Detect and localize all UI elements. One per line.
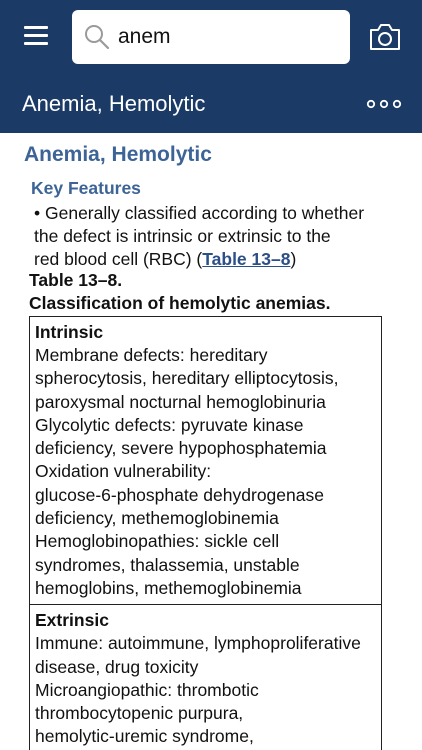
- table-section-intrinsic: [30, 317, 381, 605]
- table-line: glucose-6-phosphate dehydrogenase: [35, 484, 324, 505]
- camera-icon[interactable]: [368, 22, 402, 52]
- table-line: Hemoglobinopathies: sickle cell: [35, 531, 280, 552]
- table-line: syndromes, thalassemia, unstable: [35, 554, 300, 575]
- menu-button[interactable]: [20, 22, 52, 50]
- hamburger-icon: [24, 26, 48, 29]
- table-13-8-link[interactable]: Table 13–8: [202, 249, 291, 269]
- table-section-heading: Extrinsic: [35, 610, 109, 631]
- article-content[interactable]: [0, 133, 422, 750]
- table-line: Oxidation vulnerability:: [35, 461, 212, 482]
- table-line: thrombocytopenic purpura,: [35, 703, 244, 724]
- top-navbar: [0, 0, 422, 133]
- search-box[interactable]: [72, 10, 350, 64]
- table-line: deficiency, methemoglobinemia: [35, 508, 279, 529]
- key-feature-bullet: [34, 202, 414, 271]
- bullet-line: the defect is intrinsic or extrinsic to the: [34, 226, 331, 246]
- section-heading-key-features: Key Features: [31, 178, 141, 198]
- table-line: deficiency, severe hypophosphatemia: [35, 438, 327, 459]
- table-line: Immune: autoimmune, lymphoproliferative: [35, 633, 361, 654]
- search-icon: [84, 24, 110, 50]
- table-line: Glycolytic defects: pyruvate kinase: [35, 414, 304, 435]
- table-section-heading: Intrinsic: [35, 322, 104, 342]
- article-title: Anemia, Hemolytic: [24, 143, 212, 166]
- page-title: Anemia, Hemolytic: [22, 91, 206, 116]
- table-line: hemolytic-uremic syndrome,: [35, 726, 254, 747]
- bullet-line: red blood cell (RBC) (Table 13–8): [34, 249, 297, 269]
- table-line: Microangiopathic: thrombotic: [35, 679, 259, 700]
- table-line: Membrane defects: hereditary: [35, 345, 268, 365]
- table-line: paroxysmal nocturnal hemoglobinuria: [35, 391, 326, 412]
- table-line: spherocytosis, hereditary elliptocytosis,: [35, 368, 339, 389]
- bullet-line: • Generally classified according to whether: [34, 203, 365, 223]
- classification-table: [29, 316, 382, 750]
- table-line: hemoglobins, methemoglobinemia: [35, 577, 302, 598]
- title-bar: [0, 80, 422, 133]
- table-number: Table 13–8.: [29, 270, 123, 290]
- table-section-extrinsic: [30, 605, 381, 750]
- table-caption: Classification of hemolytic anemias.: [29, 293, 331, 313]
- search-input[interactable]: [118, 18, 338, 56]
- more-icon[interactable]: [364, 94, 404, 114]
- table-line: disease, drug toxicity: [35, 656, 199, 677]
